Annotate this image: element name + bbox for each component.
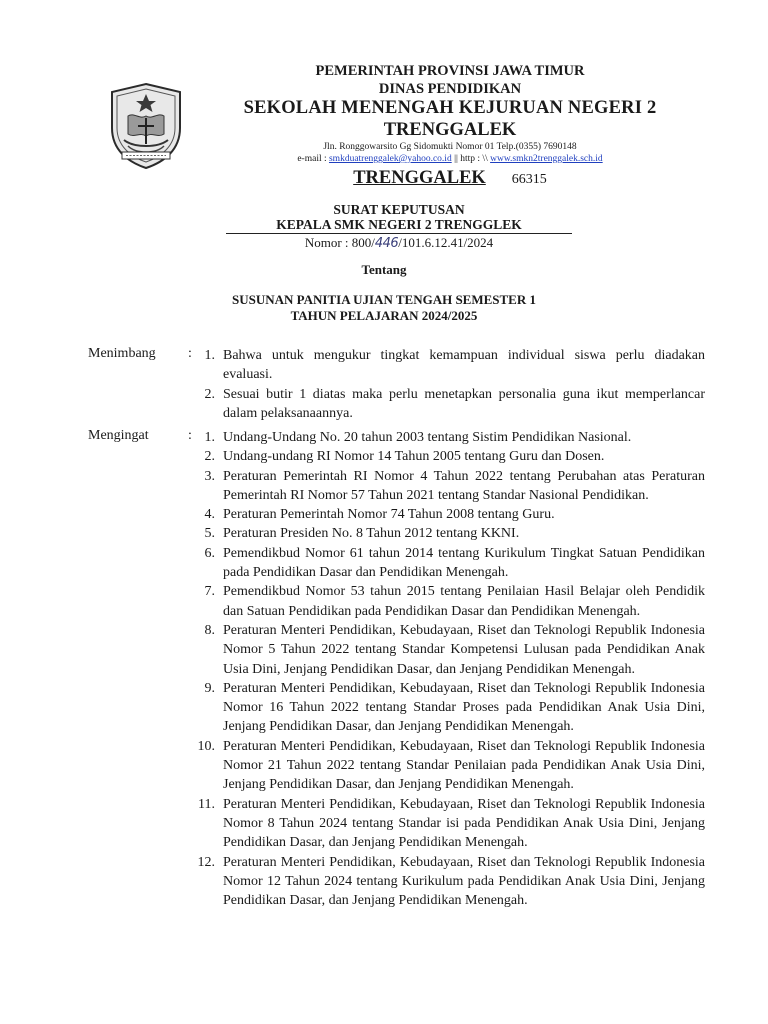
item-text: Peraturan Presiden No. 8 Tahun 2012 tentang KKNI. [223, 526, 520, 542]
list-item [197, 447, 705, 466]
menimbang-list [197, 346, 705, 423]
item-text: Bahwa untuk mengukur tingkat kemampuan individual siswa perlu diadakan evaluasi. [223, 348, 705, 383]
school-name: SEKOLAH MENENGAH KEJURUAN NEGERI 2 [243, 98, 657, 118]
east-java-emblem-icon [108, 82, 184, 170]
list-item [197, 346, 705, 385]
government-name: PEMERINTAH PROVINSI JAWA TIMUR [315, 63, 585, 79]
list-item [197, 737, 705, 795]
school-city: TRENGGALEK [383, 120, 517, 140]
website-link[interactable]: www.smkn2trenggalek.sch.id [490, 154, 603, 164]
decree-issuer: KEPALA SMK NEGERI 2 TRENGGLEK [226, 217, 572, 234]
item-number: 9. [204, 680, 215, 696]
item-text: Peraturan Menteri Pendidikan, Kebudayaan, Riset dan Teknologi Republik Indonesia Nomor 8 Tahun 2024 tentang Standar isi pada Pendidikan Anak Usia Dini, Jenjang Pendidikan Dasar, dan Jenjang Pendidikan Menengah. [223, 796, 705, 851]
list-item [197, 385, 705, 424]
item-number: 2. [204, 386, 215, 402]
item-number: 5. [204, 526, 215, 542]
email-link[interactable]: smkduatrenggalek@yahoo.co.id [328, 154, 452, 164]
item-text: Undang-undang RI Nomor 14 Tahun 2005 tentang Guru dan Dosen. [223, 449, 605, 465]
list-item [197, 853, 705, 911]
school-address: Jln. Ronggowarsito Gg Sidomukti Nomor 01 Telp.(0355) 7690148 [323, 142, 577, 152]
postal-code: 66315 [511, 172, 547, 187]
item-text: Sesuai butir 1 diatas maka perlu menetapkan personalia guna ikut memperlancar dalam pelaksanaannya. [223, 386, 705, 421]
list-item [197, 428, 705, 447]
list-item [197, 524, 705, 543]
letterhead [200, 62, 700, 191]
item-text: Pemendikbud Nomor 53 tahun 2015 tentang Penilaian Hasil Belajar oleh Pendidik dan Satuan Pendidikan pada Pendidikan Dasar dan Pendidikan Menengah. [223, 584, 705, 619]
item-text: Peraturan Pemerintah Nomor 74 Tahun 2008 tentang Guru. [223, 507, 555, 523]
item-number: 3. [204, 468, 215, 484]
item-number: 1. [204, 430, 215, 445]
http-separator: || http : \\ [451, 154, 491, 164]
menimbang-label: Menimbang [88, 346, 156, 361]
item-number: 4. [204, 507, 215, 523]
list-item [197, 505, 705, 524]
item-number: 11. [198, 796, 215, 812]
number-label: Nomor : 800/ [304, 235, 375, 250]
list-item [197, 544, 705, 583]
about-heading: Tentang [361, 262, 407, 277]
mengingat-list [197, 428, 705, 910]
mengingat-colon: : [188, 428, 192, 443]
item-number: 6. [204, 545, 215, 561]
item-text: Pemendikbud Nomor 61 tahun 2014 tentang Kurikulum Tingkat Satuan Pendidikan pada Pendidikan Dasar dan Pendidikan Menengah. [223, 545, 705, 581]
item-text: Peraturan Menteri Pendidikan, Kebudayaan, Riset dan Teknologi Republik Indonesia Nomor 12 Tahun 2024 tentang Kurikulum pada Pendidikan Anak Usia Dini, Jenjang Pendidikan Dasar, dan Jenjang Pendidikan Menengah. [223, 854, 705, 909]
contact-line [200, 153, 700, 165]
decree-type: SURAT KEPUTUSAN [333, 202, 465, 217]
menimbang-colon: : [188, 346, 192, 361]
department-name: DINAS PENDIDIKAN [378, 81, 522, 97]
list-item [197, 679, 705, 737]
mengingat-label: Mengingat [88, 428, 149, 443]
item-number: 2. [204, 449, 215, 465]
city-row [200, 167, 700, 191]
item-number: 12. [197, 854, 215, 870]
handwritten-number: 446 [374, 236, 399, 251]
subject-line-2: TAHUN PELAJARAN 2024/2025 [290, 308, 478, 323]
decree-subject [0, 292, 768, 324]
decree-number [226, 235, 572, 252]
city-name: TRENGGALEK [353, 168, 486, 188]
item-text: Peraturan Menteri Pendidikan, Kebudayaan, Riset dan Teknologi Republik Indonesia Nomor 16 Tahun 2022 tentang Standar Proses pada Pendidikan Anak Usia Dini, Jenjang Pendidikan Dasar, dan Jenjang Pendidikan Menengah. [223, 680, 705, 735]
item-number: 10. [197, 738, 215, 754]
item-text: Peraturan Menteri Pendidikan, Kebudayaan, Riset dan Teknologi Republik Indonesia Nomor 5 Tahun 2022 tentang Standar Kompetensi Lulusan pada Pendidikan Anak Usia Dini, Jenjang Pendidikan Dasar, dan Jenjang Pendidikan Menengah. [223, 622, 705, 677]
list-item [197, 467, 705, 506]
item-text: Peraturan Menteri Pendidikan, Kebudayaan, Riset dan Teknologi Republik Indonesia Nomor 21 Tahun 2022 tentang Standar Penilaian pada Pendidikan Anak Usia Dini, Jenjang Pendidikan Dasar, dan Jenjang Pendidikan Menengah. [223, 738, 705, 793]
subject-line-1: SUSUNAN PANITIA UJIAN TENGAH SEMESTER 1 [232, 292, 536, 307]
item-number: 1. [204, 348, 215, 363]
email-prefix: e-mail : [297, 154, 329, 164]
item-number: 7. [204, 584, 215, 600]
list-item [197, 621, 705, 679]
decree-title [226, 202, 572, 252]
item-text: Peraturan Pemerintah RI Nomor 4 Tahun 2022 tentang Perubahan atas Peraturan Pemerintah RI Nomor 57 Tahun 2021 tentang Standar Nasional Pendidikan. [223, 468, 705, 503]
item-text: Undang-Undang No. 20 tahun 2003 tentang Sistim Pendidikan Nasional. [223, 430, 632, 445]
list-item [197, 795, 705, 853]
list-item [197, 582, 705, 621]
number-rest: /101.6.12.41/2024 [398, 235, 494, 250]
item-number: 8. [204, 622, 215, 638]
